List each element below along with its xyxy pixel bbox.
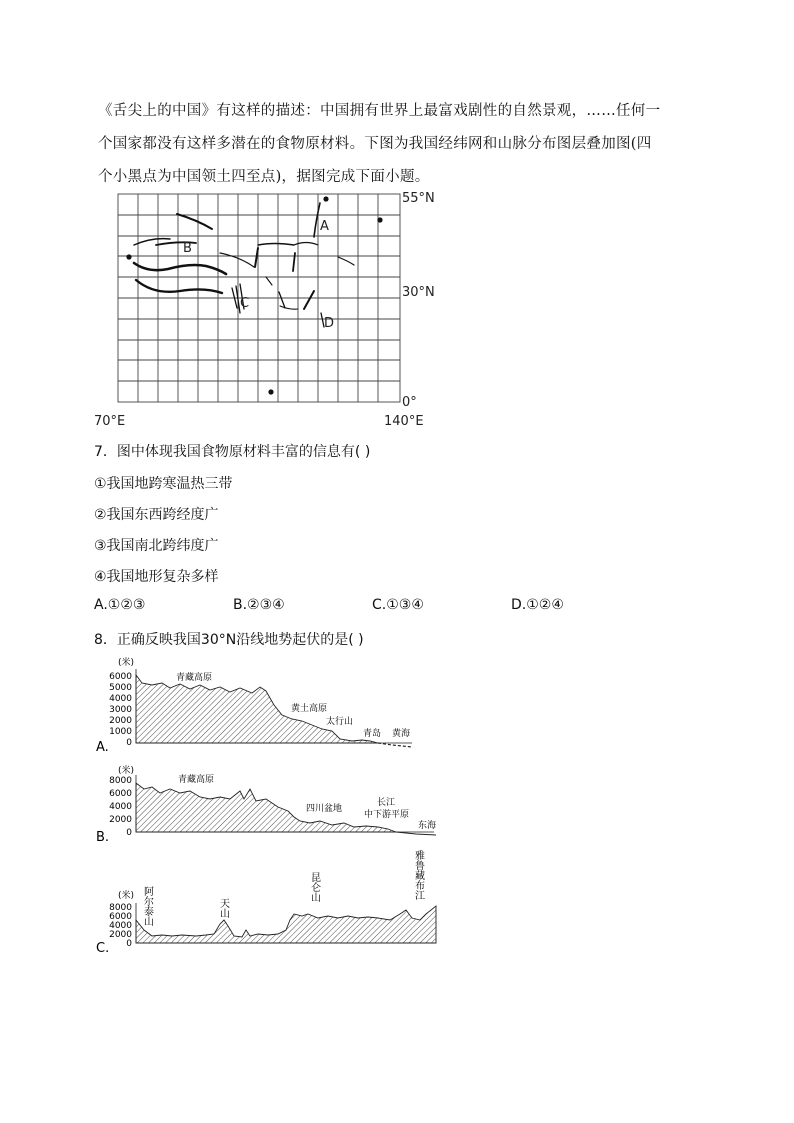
- mountain-range-qilian: [220, 253, 254, 267]
- intro-paragraph: [98, 95, 698, 194]
- profile-a-tick-0: 0: [126, 738, 132, 748]
- profile-b-label-donghai: 东海: [418, 821, 437, 831]
- profile-c-tick-2000: 2000: [109, 930, 132, 940]
- intro-line-2: 个国家都没有这样多潜在的食物原材料。下图为我国经纬网和山脉分布图层叠加图(四: [98, 136, 652, 152]
- mountain-range-changbai: [338, 257, 354, 265]
- extreme-point-east: [377, 217, 382, 222]
- lon-label-140e: 140°E: [384, 414, 424, 429]
- profile-c-letter: C.: [96, 941, 110, 956]
- profile-a-label-qingzang: 青藏高原: [176, 673, 213, 683]
- lat-label-55n: 55°N: [402, 191, 435, 206]
- profile-a[interactable]: [96, 655, 426, 753]
- profile-a-terrain: [136, 675, 378, 743]
- lat-label-30n: 30°N: [402, 285, 435, 300]
- lat-label-0: 0°: [402, 395, 417, 410]
- mountain-range-himalaya: [136, 280, 222, 293]
- profile-c-tick-8000: 8000: [109, 903, 132, 913]
- question-7-stem: 7．图中体现我国食物原材料丰富的信息有( ): [94, 444, 371, 460]
- profile-c-label-yarlung: 雅鲁藏布江: [412, 850, 424, 900]
- profile-a-label-taihang: 太行山: [326, 717, 354, 727]
- question-7-option-b[interactable]: B.②③④: [233, 597, 285, 613]
- question-7-statement-3: ③我国南北跨纬度广: [94, 538, 219, 554]
- map-label-d: D: [324, 316, 335, 331]
- svg-text:阿尔泰山: 阿尔泰山: [141, 886, 153, 926]
- intro-line-1: 《舌尖上的中国》有这样的描述：中国拥有世界上最富戏剧性的自然景观，……任何一: [98, 103, 661, 119]
- profile-c-tick-6000: 6000: [109, 912, 132, 922]
- map-label-b: B: [183, 241, 192, 256]
- profile-c-tick-0: 0: [126, 939, 132, 949]
- profile-b-label-zhongxiayou: 中下游平原: [364, 810, 410, 820]
- mountain-range-nanling: [280, 306, 298, 309]
- profile-b-label-qingzang: 青藏高原: [178, 775, 215, 785]
- profile-c-unit: (米): [118, 891, 135, 901]
- profile-b-label-changjiang: 长江: [377, 798, 396, 808]
- intro-line-3: 个小黑点为中国领土四至点)，据图完成下面小题。: [98, 169, 430, 185]
- profile-b-tick-0: 0: [126, 828, 132, 838]
- question-8-stem: 8．正确反映我国30°N沿线地势起伏的是( ): [94, 632, 364, 648]
- profile-a-tick-5000: 5000: [109, 683, 132, 693]
- question-7-statement-1: ①我国地跨寒温热三带: [94, 476, 233, 492]
- profile-b-tick-4000: 4000: [109, 802, 132, 812]
- profile-b-tick-8000: 8000: [109, 776, 132, 786]
- profile-b[interactable]: [96, 763, 441, 845]
- profile-a-label-huangtu: 黄土高原: [291, 704, 328, 714]
- profile-b-tick-2000: 2000: [109, 815, 132, 825]
- map-label-c: C: [240, 296, 250, 311]
- mountain-range-altai: [177, 214, 212, 229]
- question-7-option-a[interactable]: A.①②③: [94, 597, 146, 613]
- extreme-point-south: [268, 389, 273, 394]
- profile-a-tick-1000: 1000: [109, 727, 132, 737]
- profile-a-tick-2000: 2000: [109, 716, 132, 726]
- profile-a-label-qingdao: 青岛: [363, 729, 382, 739]
- profile-c-terrain: [136, 906, 436, 943]
- mountain-range-taihang: [255, 248, 258, 267]
- profile-b-unit: (米): [118, 766, 135, 776]
- profile-c-label-altai: [142, 886, 154, 927]
- question-7-statement-2: ②我国东西跨经度广: [94, 507, 219, 523]
- profile-b-letter: B.: [96, 830, 110, 845]
- profile-c-label-tianshan: 天山: [217, 898, 229, 918]
- profile-a-label-huanghai: 黄海: [392, 729, 411, 739]
- profile-c-label-kunlun: 昆仑山: [308, 872, 320, 902]
- question-7-option-c[interactable]: C.①③④: [372, 597, 424, 613]
- graticule-map: [82, 185, 462, 430]
- profile-c-tick-4000: 4000: [109, 921, 132, 931]
- profile-a-unit: (米): [118, 658, 135, 668]
- mountain-range-kunlun: [134, 263, 226, 274]
- extreme-point-north: [323, 196, 328, 201]
- profile-a-tick-3000: 3000: [109, 705, 132, 715]
- question-7-option-d[interactable]: D.①②④: [511, 597, 564, 613]
- lon-label-70e: 70°E: [94, 414, 126, 429]
- territory-extreme-points: [126, 196, 382, 394]
- profile-b-label-sichuan: 四川盆地: [306, 804, 343, 814]
- mountain-range-wushan: [266, 277, 272, 285]
- profile-b-terrain: [136, 783, 396, 832]
- profile-a-tick-6000: 6000: [109, 672, 132, 682]
- profile-a-tick-4000: 4000: [109, 694, 132, 704]
- extreme-point-west: [126, 254, 131, 259]
- question-7-statement-4: ④我国地形复杂多样: [94, 569, 219, 585]
- mountain-range-wuyi: [304, 291, 314, 309]
- profile-a-letter: A.: [96, 740, 109, 753]
- profile-b-tick-6000: 6000: [109, 789, 132, 799]
- map-grid: [118, 194, 400, 402]
- profile-c[interactable]: [96, 848, 441, 956]
- mountain-range-qinling: [258, 244, 294, 246]
- map-label-a: A: [320, 219, 329, 234]
